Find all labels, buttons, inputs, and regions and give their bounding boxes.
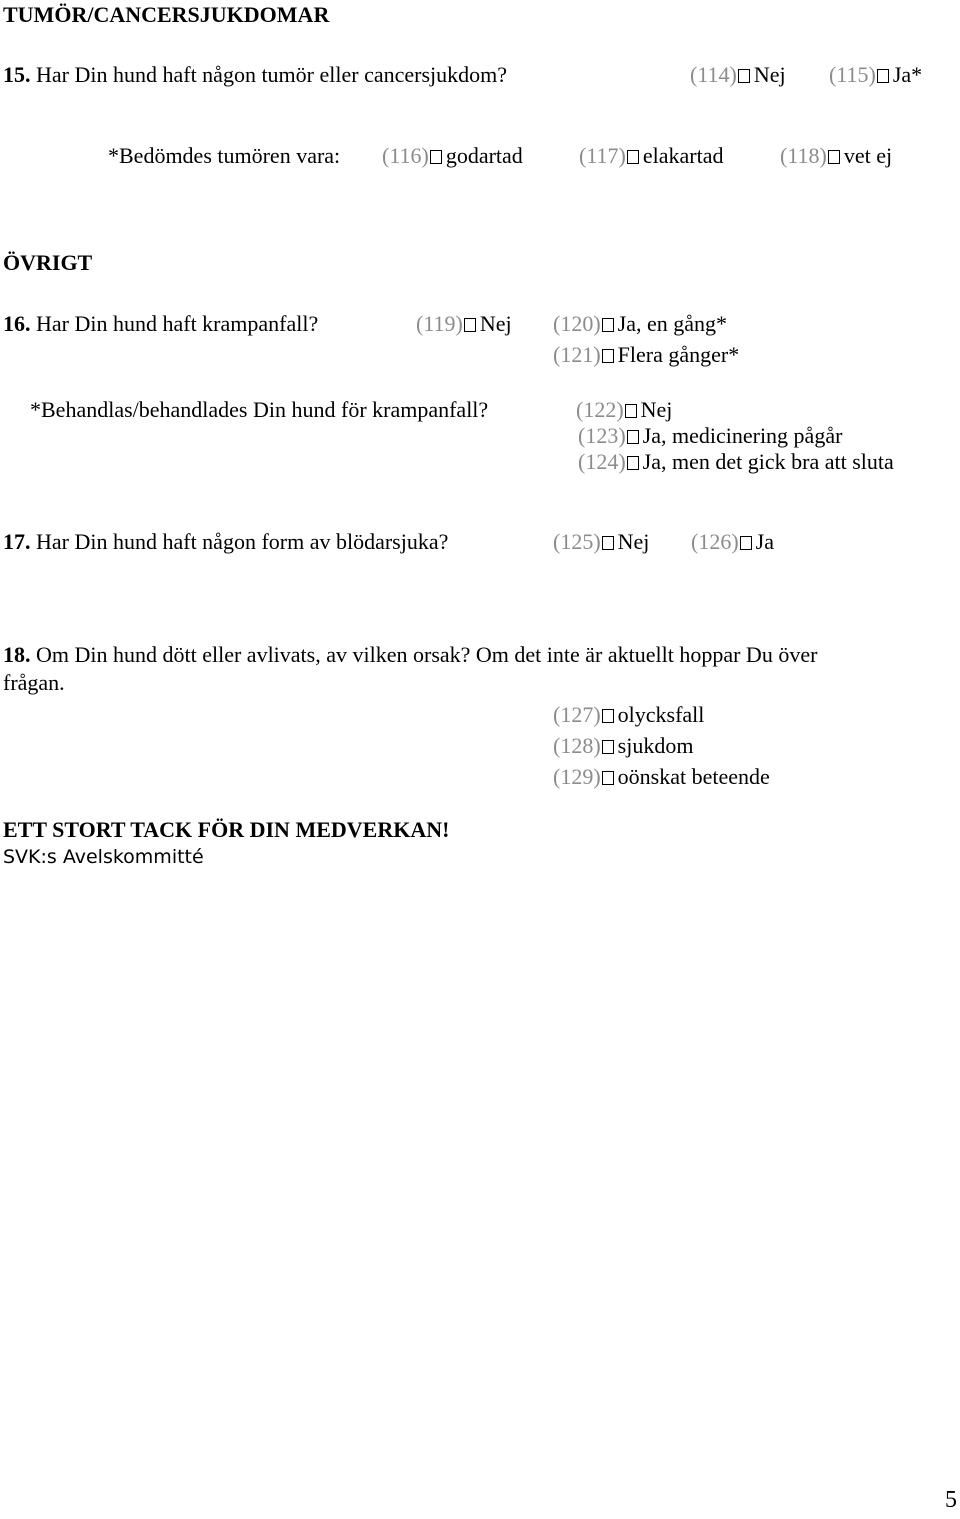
option-label: elakartad bbox=[642, 143, 724, 168]
option-code: (115) bbox=[829, 62, 876, 87]
option-120[interactable] bbox=[553, 313, 727, 335]
option-code: (125) bbox=[553, 529, 601, 554]
option-117[interactable] bbox=[579, 145, 723, 167]
checkbox-icon[interactable] bbox=[602, 771, 614, 785]
question-text: Har Din hund haft någon tumör eller cancersjukdom? bbox=[36, 62, 508, 87]
option-128[interactable] bbox=[553, 735, 693, 757]
option-127[interactable] bbox=[553, 704, 704, 726]
option-code: (123) bbox=[578, 423, 626, 448]
option-code: (118) bbox=[780, 143, 827, 168]
option-code: (114) bbox=[690, 62, 737, 87]
checkbox-icon[interactable] bbox=[627, 150, 639, 164]
option-125[interactable] bbox=[553, 531, 649, 553]
checkbox-icon[interactable] bbox=[464, 318, 476, 332]
checkbox-icon[interactable] bbox=[627, 430, 639, 444]
checkbox-icon[interactable] bbox=[828, 150, 840, 164]
option-116[interactable] bbox=[382, 145, 523, 167]
checkbox-icon[interactable] bbox=[627, 456, 639, 470]
question-number: 15. bbox=[3, 62, 31, 87]
question-number: 17. bbox=[3, 529, 31, 554]
option-label: Ja, en gång* bbox=[617, 311, 728, 336]
option-code: (127) bbox=[553, 702, 601, 727]
option-code: (129) bbox=[553, 764, 601, 789]
signature: SVK:s Avelskommitté bbox=[3, 846, 204, 868]
option-label: godartad bbox=[445, 143, 523, 168]
question-number: 16. bbox=[3, 311, 31, 336]
option-119[interactable] bbox=[416, 313, 512, 335]
option-121[interactable] bbox=[553, 344, 739, 366]
option-126[interactable] bbox=[691, 531, 774, 553]
option-label: olycksfall bbox=[617, 702, 705, 727]
option-code: (122) bbox=[576, 397, 624, 422]
option-code: (117) bbox=[579, 143, 626, 168]
option-label: Nej bbox=[640, 397, 673, 422]
option-124[interactable] bbox=[578, 451, 894, 473]
question-text-continued: frågan. bbox=[3, 670, 65, 695]
question-text: Om Din hund dött eller avlivats, av vilken orsak? Om det inte är aktuellt hoppar Du över bbox=[36, 642, 818, 667]
followup-question-16: *Behandlas/behandlades Din hund för krampanfall? bbox=[30, 397, 489, 422]
option-label: Nej bbox=[617, 529, 650, 554]
page-number: 5 bbox=[945, 1487, 957, 1513]
option-label: Nej bbox=[479, 311, 512, 336]
option-label: Nej bbox=[753, 62, 786, 87]
checkbox-icon[interactable] bbox=[738, 69, 750, 83]
option-code: (128) bbox=[553, 733, 601, 758]
option-label: vet ej bbox=[843, 143, 893, 168]
question-17 bbox=[3, 531, 448, 553]
question-15 bbox=[3, 64, 507, 86]
option-118[interactable] bbox=[780, 145, 892, 167]
option-code: (119) bbox=[416, 311, 463, 336]
option-code: (124) bbox=[578, 449, 626, 474]
option-label: Ja* bbox=[892, 62, 923, 87]
checkbox-icon[interactable] bbox=[877, 69, 889, 83]
option-code: (116) bbox=[382, 143, 429, 168]
section-heading-tumor: TUMÖR/CANCERSJUKDOMAR bbox=[3, 2, 330, 27]
option-label: sjukdom bbox=[617, 733, 694, 758]
option-label: Ja bbox=[755, 529, 774, 554]
option-123[interactable] bbox=[578, 425, 842, 447]
option-115[interactable] bbox=[829, 64, 922, 86]
question-18 bbox=[3, 644, 817, 666]
question-text: Har Din hund haft någon form av blödarsjuka? bbox=[36, 529, 449, 554]
option-129[interactable] bbox=[553, 766, 770, 788]
option-code: (120) bbox=[553, 311, 601, 336]
option-114[interactable] bbox=[690, 64, 786, 86]
option-label: Ja, medicinering pågår bbox=[642, 423, 843, 448]
option-label: Ja, men det gick bra att sluta bbox=[642, 449, 894, 474]
option-label: Flera gånger* bbox=[617, 342, 740, 367]
checkbox-icon[interactable] bbox=[430, 150, 442, 164]
option-code: (126) bbox=[691, 529, 739, 554]
checkbox-icon[interactable] bbox=[602, 709, 614, 723]
option-122[interactable] bbox=[576, 399, 672, 421]
checkbox-icon[interactable] bbox=[625, 404, 637, 418]
checkbox-icon[interactable] bbox=[602, 349, 614, 363]
checkbox-icon[interactable] bbox=[602, 536, 614, 550]
question-16 bbox=[3, 313, 318, 335]
option-code: (121) bbox=[553, 342, 601, 367]
question-number: 18. bbox=[3, 642, 31, 667]
option-label: oönskat beteende bbox=[617, 764, 770, 789]
checkbox-icon[interactable] bbox=[602, 740, 614, 754]
thanks-text: ETT STORT TACK FÖR DIN MEDVERKAN! bbox=[3, 817, 450, 842]
checkbox-icon[interactable] bbox=[740, 536, 752, 550]
followup-question-15: *Bedömdes tumören vara: bbox=[108, 143, 341, 168]
question-text: Har Din hund haft krampanfall? bbox=[36, 311, 319, 336]
section-heading-other: ÖVRIGT bbox=[3, 250, 93, 275]
checkbox-icon[interactable] bbox=[602, 318, 614, 332]
